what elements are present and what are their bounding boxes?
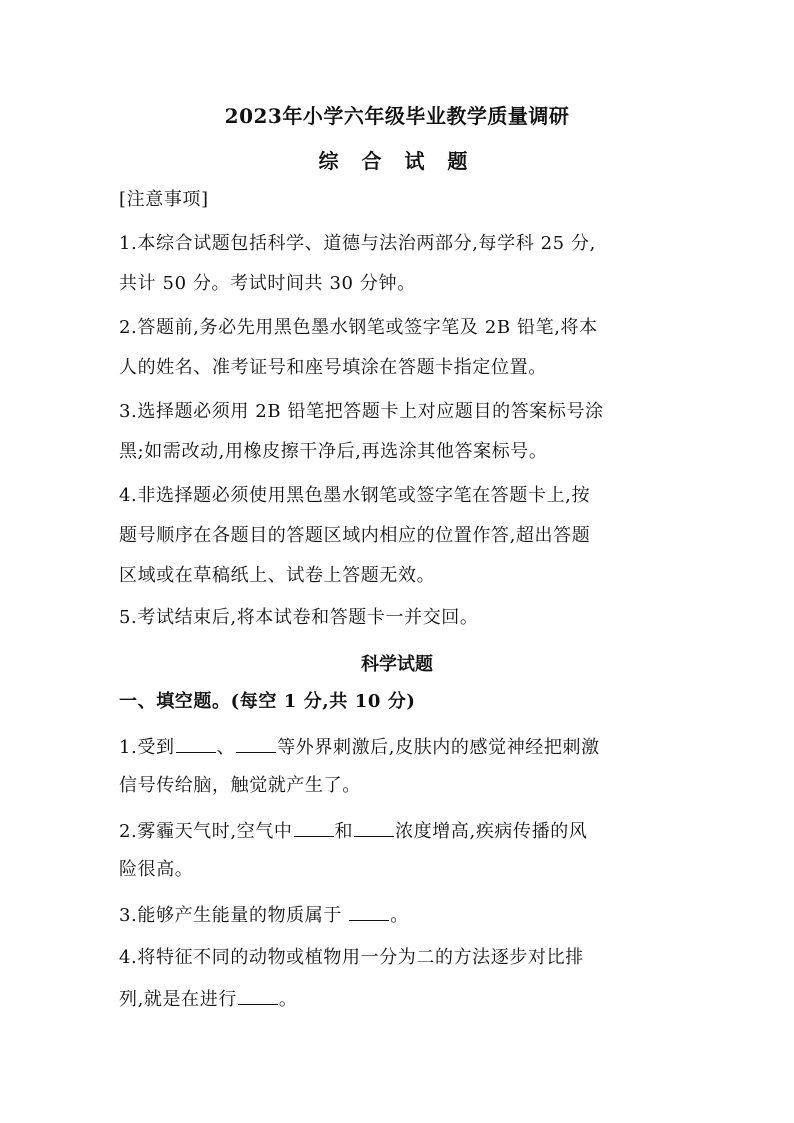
- science-title: 科学试题: [361, 654, 433, 675]
- answer-blank[interactable]: [294, 818, 334, 837]
- answer-blank[interactable]: [236, 734, 276, 753]
- answer-blank[interactable]: [238, 986, 278, 1005]
- q3-text-b: 。: [390, 905, 409, 926]
- exam-subtitle: 综 合 试 题: [318, 149, 476, 173]
- q2-text-b: 和: [334, 821, 354, 842]
- notes-line: 区域或在草稿纸上、试卷上答题无效。: [119, 565, 436, 586]
- question-4: 4.将特征不同的动物或植物用一分为二的方法逐步对比排: [119, 947, 584, 968]
- notes-line: 2.答题前,务必先用黑色墨水钢笔或签字笔及 2B 铅笔,将本: [119, 317, 598, 338]
- exam-title: 2023年小学六年级毕业教学质量调研: [224, 104, 570, 128]
- notes-line: 3.选择题必须用 2B 铅笔把答题卡上对应题目的答案标号涂: [119, 401, 604, 422]
- notes-line: 人的姓名、准考证号和座号填涂在答题卡指定位置。: [119, 357, 547, 378]
- question-3: [119, 902, 682, 928]
- q2-text-a: 2.雾霾天气时,空气中: [119, 821, 293, 842]
- q2-text-c: 浓度增高,疾病传播的风: [395, 821, 588, 842]
- question-2-line2: 险很高。: [119, 859, 194, 880]
- notes-line: 题号顺序在各题目的答题区域内相应的位置作答,超出答题: [119, 525, 591, 546]
- answer-blank[interactable]: [349, 902, 389, 921]
- q1-text-a: 1.受到: [119, 737, 175, 758]
- q3-text-a: 3.能够产生能量的物质属于: [119, 905, 349, 926]
- q1-text-c: 等外界刺激后,皮肤内的感觉神经把刺激: [277, 737, 600, 758]
- notes-line: 5.考试结束后,将本试卷和答题卡一并交回。: [119, 607, 479, 628]
- notes-line: 黑;如需改动,用橡皮擦干净后,再选涂其他答案标号。: [119, 441, 548, 462]
- notes-heading: [注意事项]: [119, 189, 209, 210]
- q1-text-b: 、: [216, 737, 236, 758]
- q4-text-b: 。: [278, 989, 298, 1010]
- answer-blank[interactable]: [176, 734, 216, 753]
- notes-line: 4.非选择题必须使用黑色墨水钢笔或签字笔在答题卡上,按: [119, 485, 591, 506]
- q4-text-a: 列,就是在进行: [119, 989, 237, 1010]
- question-1: [119, 734, 682, 760]
- notes-line: 共计 50 分。考试时间共 30 分钟。: [119, 273, 416, 294]
- notes-line: 1.本综合试题包括科学、道德与法治两部分,每学科 25 分,: [119, 233, 596, 254]
- question-2: [119, 818, 682, 844]
- section-fill-blank-heading: 一、填空题。(每空 1 分,共 10 分): [119, 691, 416, 712]
- question-1-line2: 信号传给脑，触觉就产生了。: [119, 775, 361, 796]
- question-4-line2: [119, 986, 682, 1012]
- answer-blank[interactable]: [354, 818, 394, 837]
